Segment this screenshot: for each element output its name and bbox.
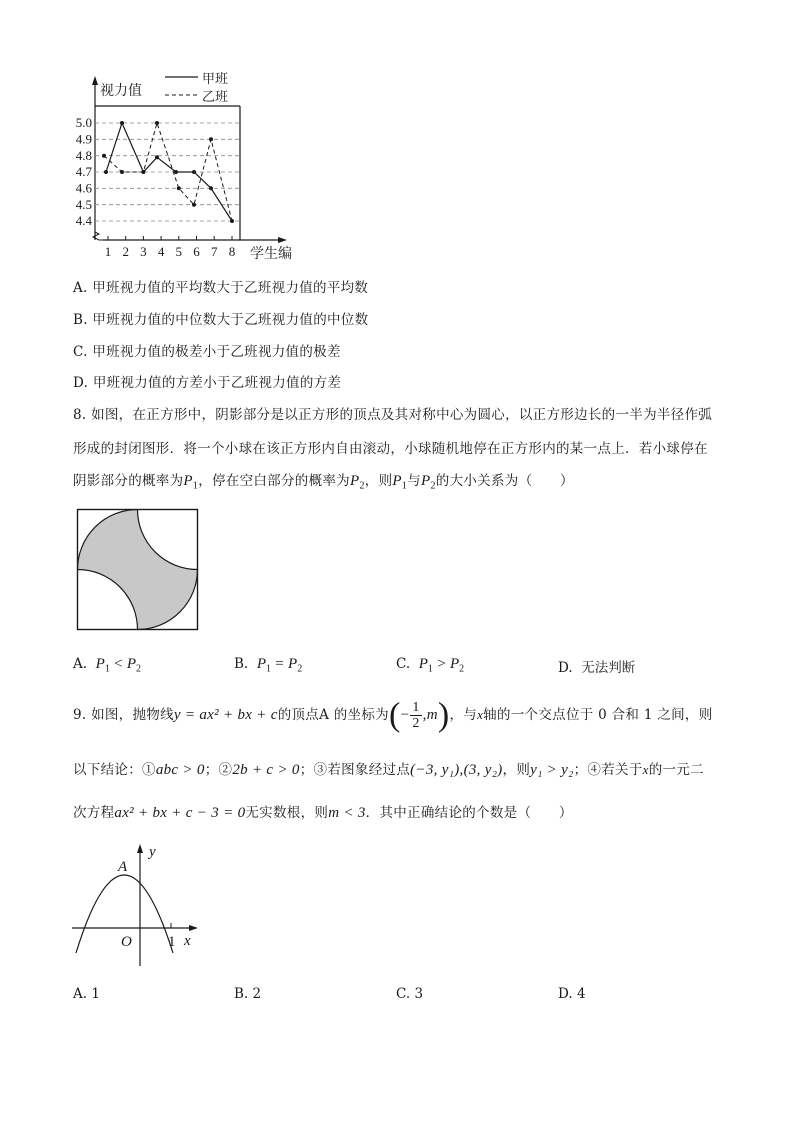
- svg-text:4.8: 4.8: [75, 148, 92, 163]
- y-axis-label: 视力值: [100, 83, 142, 99]
- q9-line-1: 9. 如图，抛物线y = ax² + bx + c的顶点A 的坐标为(− $\frac{1}{2}$ ,m)，与x轴的一个交点位于 0 合和 1 之间，则: [73, 696, 713, 734]
- svg-text:5.0: 5.0: [75, 115, 92, 130]
- svg-text:O: O: [121, 934, 132, 950]
- q8-line-3: 阴影部分的概率为$P_1$，停在空白部分的概率为$P_2$，则$P_1$与$P_2$的大小关系为（ ）: [73, 473, 574, 492]
- svg-text:x: x: [184, 933, 191, 949]
- q8-line-1: 8. 如图，在正方形中，阴影部分是以正方形的顶点及其对称中心为圆心，以正方形边长的一半为半径作弧: [73, 407, 713, 423]
- q7-option-c[interactable]: C. 甲班视力值的极差小于乙班视力值的极差: [73, 344, 341, 360]
- svg-text:8: 8: [228, 244, 236, 259]
- q8-option-b[interactable]: B. $P_1 = P_2$: [234, 656, 303, 675]
- q9-option-b[interactable]: B. 2: [234, 986, 262, 1002]
- q7-option-d[interactable]: D. 甲班视力值的方差小于乙班视力值的方差: [73, 375, 342, 391]
- svg-text:4.6: 4.6: [75, 180, 92, 196]
- q7-option-a[interactable]: A. 甲班视力值的平均数大于乙班视力值的平均数: [73, 280, 369, 296]
- svg-text:1: 1: [168, 934, 176, 950]
- svg-text:4.5: 4.5: [75, 197, 92, 212]
- shaded-region: [78, 510, 198, 630]
- y-axis-arrow-icon: [92, 76, 98, 85]
- svg-text:6: 6: [193, 244, 200, 259]
- q9-option-d[interactable]: D. 4: [558, 986, 586, 1002]
- svg-text:5: 5: [175, 244, 183, 259]
- x-axis-label: 学生编: [250, 246, 292, 262]
- vision-line-chart: [60, 60, 310, 270]
- legend-yi-label: 乙班: [202, 90, 229, 105]
- legend-jia-label: 甲班: [202, 72, 229, 87]
- svg-text:4: 4: [157, 244, 165, 259]
- q9-line-3: 次方程ax² + bx + c − 3 = 0无实数根，则m < 3．其中正确结论的个数是（ ）: [73, 805, 573, 821]
- q8-line-2: 形成的封闭图形．将一个小球在该正方形内自由滚动，小球随机地停在正方形内的某一点上．若小球停在: [73, 441, 708, 457]
- svg-text:y: y: [149, 844, 156, 860]
- q8-square-figure: [70, 503, 205, 638]
- svg-text:7: 7: [210, 244, 218, 259]
- svg-text:1: 1: [104, 244, 112, 259]
- svg-text:A: A: [118, 859, 128, 875]
- q7-option-b[interactable]: B. 甲班视力值的中位数大于乙班视力值的中位数: [73, 312, 369, 328]
- svg-text:4.9: 4.9: [75, 131, 92, 147]
- svg-text:2: 2: [122, 244, 129, 259]
- q9-parabola-figure: [60, 835, 210, 975]
- q8-option-d[interactable]: D. 无法判断: [558, 660, 636, 676]
- svg-text:4.4: 4.4: [75, 213, 92, 228]
- y-axis-arrow-icon: [137, 844, 143, 853]
- q9-option-c[interactable]: C. 3: [396, 986, 424, 1002]
- q9-line-2: 以下结论：①abc > 0；②2b + c > 0；③若图象经过点(−3, y₁),(3, y₂)，则y₁ > y₂；④若关于x的一元二: [73, 762, 704, 778]
- svg-text:3: 3: [140, 244, 147, 259]
- q8-option-c[interactable]: C. $P_1 > P_2$: [396, 656, 465, 675]
- q8-option-a[interactable]: A. $P_1 < P_2$: [73, 656, 142, 675]
- x-axis-arrow-icon: [189, 925, 198, 931]
- svg-text:4.7: 4.7: [75, 164, 92, 179]
- q9-option-a[interactable]: A. 1: [73, 986, 100, 1002]
